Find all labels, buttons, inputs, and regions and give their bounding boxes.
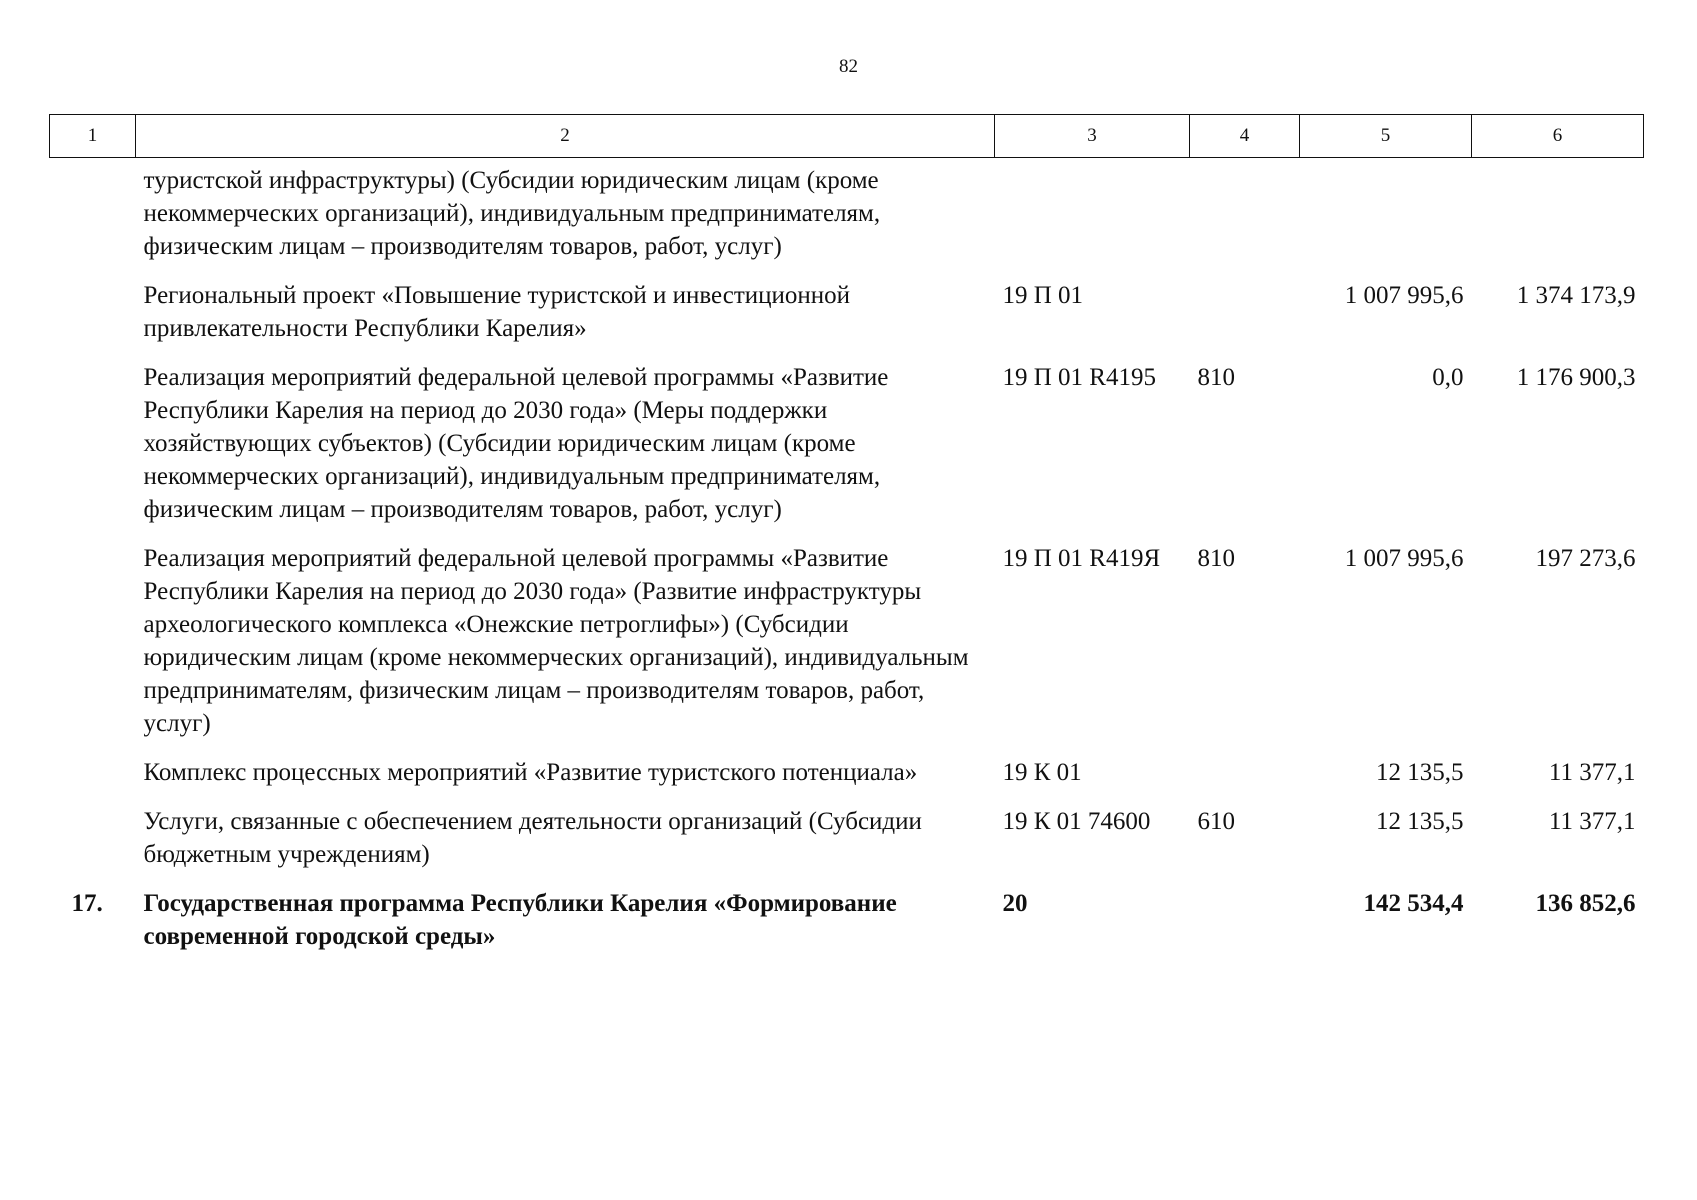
- row-amount-5: 0,0: [1432, 364, 1464, 391]
- row-number: [50, 756, 136, 805]
- row-number: 17.: [71, 890, 103, 917]
- budget-table: [49, 114, 1644, 969]
- column-header-4: 4: [1190, 115, 1300, 158]
- table-row: [50, 542, 1644, 756]
- table-row: [50, 361, 1644, 542]
- row-name: Услуги, связанные с обеспечением деятельности организаций (Субсидии бюджетным учреждениям): [143, 808, 922, 868]
- row-expense-type: 610: [1197, 808, 1235, 835]
- row-expense-type: 810: [1197, 545, 1235, 572]
- row-amount-5: 12 135,5: [1376, 808, 1464, 835]
- row-target-code: 20: [1002, 890, 1028, 917]
- row-amount-5: 1 007 995,6: [1344, 545, 1464, 572]
- row-expense-type: [1190, 158, 1300, 280]
- row-number: [50, 361, 136, 542]
- row-amount-6: 11 377,1: [1548, 808, 1636, 835]
- row-name: Государственная программа Республики Карелия «Формирование современной городской среды»: [143, 890, 897, 950]
- column-header-3: 3: [995, 115, 1190, 158]
- row-amount-6: 197 273,6: [1535, 545, 1636, 572]
- row-name: Комплекс процессных мероприятий «Развитие туристского потенциала»: [143, 759, 918, 786]
- row-number: [50, 158, 136, 280]
- row-amount-6: 136 852,6: [1535, 890, 1636, 917]
- row-amount-5: 12 135,5: [1376, 759, 1464, 786]
- table-row: [50, 158, 1644, 280]
- row-amount-6: [1472, 158, 1644, 280]
- row-target-code: 19 П 01 R4195: [1002, 364, 1156, 391]
- row-expense-type: [1190, 279, 1300, 361]
- row-target-code: 19 К 01: [1002, 759, 1082, 786]
- row-amount-5: 1 007 995,6: [1344, 282, 1464, 309]
- column-header-2: 2: [136, 115, 995, 158]
- page-number: 82: [839, 56, 858, 77]
- row-expense-type: [1190, 756, 1300, 805]
- row-name: Реализация мероприятий федеральной целевой программы «Развитие Республики Карелия на период до 2030 года» (Меры поддержки хозяйствующих субъектов) (Субсидии юридическим лицам (кроме некоммерческих организаций), индивидуальным предпринимателям, физическим лицам – производителям товаров, работ, услуг): [143, 364, 889, 523]
- row-target-code: 19 П 01 R419Я: [1002, 545, 1161, 572]
- table-row: [50, 805, 1644, 887]
- column-header-1: 1: [50, 115, 136, 158]
- row-expense-type: 810: [1197, 364, 1235, 391]
- column-header-6: 6: [1472, 115, 1644, 158]
- row-number: [50, 542, 136, 756]
- table-header-row: [50, 115, 1644, 158]
- row-name: туристской инфраструктуры) (Субсидии юридическим лицам (кроме некоммерческих организаций), индивидуальным предпринимателям, физическим лицам – производителям товаров, работ, услуг): [143, 167, 881, 260]
- row-name: Реализация мероприятий федеральной целевой программы «Развитие Республики Карелия на период до 2030 года» (Развитие инфраструктуры археологического комплекса «Онежские петроглифы») (Субсидии юридическим лицам (кроме некоммерческих организаций), индивидуальным предпринимателям, физическим лицам – производителям товаров, работ, услуг): [143, 545, 969, 737]
- column-header-5: 5: [1300, 115, 1472, 158]
- row-target-code: 19 К 01 74600: [1002, 808, 1151, 835]
- row-target-code: [995, 158, 1190, 280]
- table-row: [50, 279, 1644, 361]
- row-amount-6: 1 374 173,9: [1516, 282, 1636, 309]
- row-amount-5: [1300, 158, 1472, 280]
- row-amount-5: 142 534,4: [1363, 890, 1464, 917]
- row-amount-6: 1 176 900,3: [1516, 364, 1636, 391]
- row-name: Региональный проект «Повышение туристской и инвестиционной привлекательности Республики Карелия»: [143, 282, 851, 342]
- row-number: [50, 805, 136, 887]
- row-expense-type: [1190, 887, 1300, 969]
- row-number: [50, 279, 136, 361]
- row-amount-6: 11 377,1: [1548, 759, 1636, 786]
- row-target-code: 19 П 01: [1002, 282, 1084, 309]
- table-row-program-total: [50, 887, 1644, 969]
- table-row: [50, 756, 1644, 805]
